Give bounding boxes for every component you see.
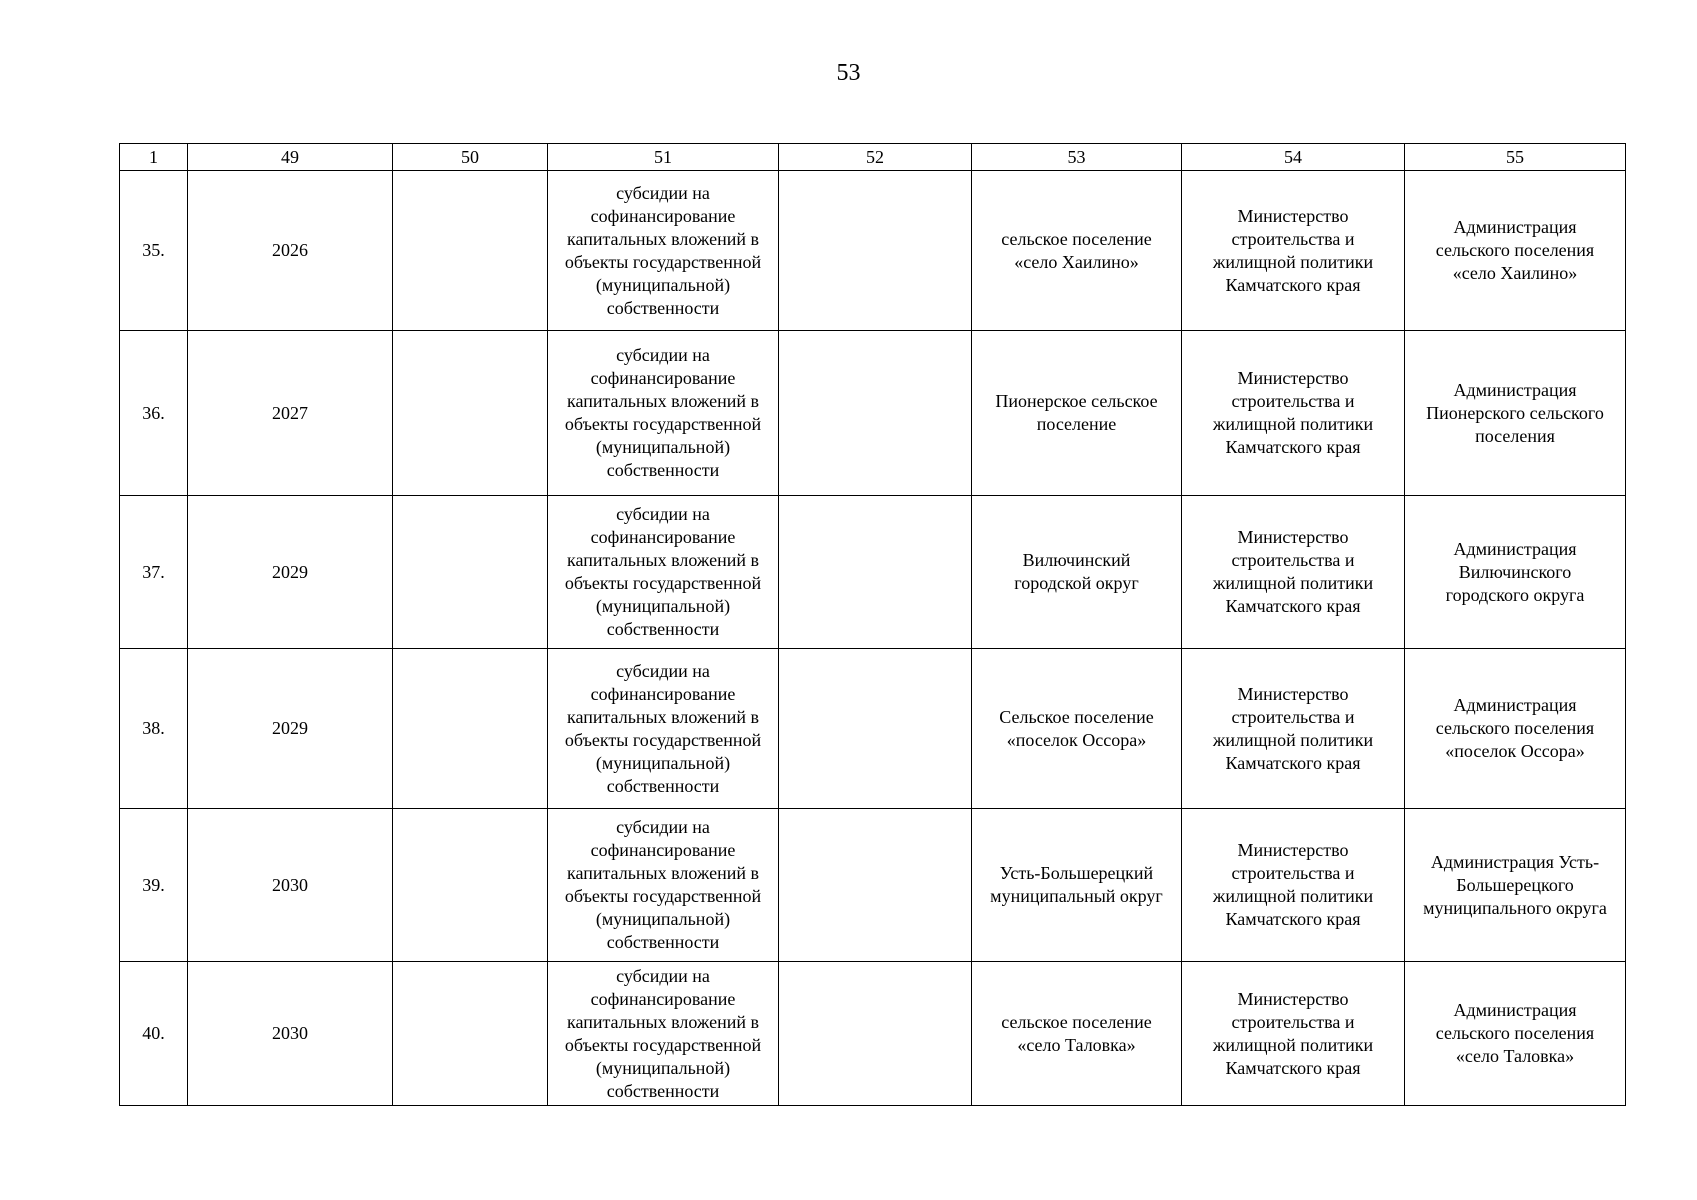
municipality-cell: сельское поселение «село Таловка»	[972, 962, 1182, 1106]
administration-cell: Администрация сельского поселения «поселок Оссора»	[1405, 649, 1626, 809]
year-cell: 2030	[188, 962, 393, 1106]
municipality-cell: сельское поселение «село Хаилино»	[972, 171, 1182, 331]
empty-cell	[393, 171, 548, 331]
empty-cell	[779, 649, 972, 809]
table-row	[120, 962, 1626, 1106]
ministry-cell: Министерство строительства и жилищной политики Камчатского края	[1182, 496, 1405, 649]
table-row	[120, 809, 1626, 962]
municipality-cell: Усть-Большерецкий муниципальный округ	[972, 809, 1182, 962]
table-row	[120, 649, 1626, 809]
ministry-cell: Министерство строительства и жилищной политики Камчатского края	[1182, 171, 1405, 331]
administration-cell: Администрация сельского поселения «село Таловка»	[1405, 962, 1626, 1106]
municipality-cell: Пионерское сельское поселение	[972, 331, 1182, 496]
year-cell: 2029	[188, 649, 393, 809]
empty-cell	[779, 171, 972, 331]
municipality-cell: Вилючинский городской округ	[972, 496, 1182, 649]
column-header: 51	[548, 144, 779, 171]
table-row	[120, 496, 1626, 649]
municipality-cell: Сельское поселение «поселок Оссора»	[972, 649, 1182, 809]
empty-cell	[393, 649, 548, 809]
year-cell: 2026	[188, 171, 393, 331]
ministry-cell: Министерство строительства и жилищной политики Камчатского края	[1182, 809, 1405, 962]
year-cell: 2029	[188, 496, 393, 649]
page-number: 53	[836, 60, 861, 86]
header-row	[120, 144, 1626, 171]
year-cell: 2027	[188, 331, 393, 496]
empty-cell	[393, 496, 548, 649]
ministry-cell: Министерство строительства и жилищной политики Камчатского края	[1182, 649, 1405, 809]
table-row	[120, 331, 1626, 496]
empty-cell	[779, 496, 972, 649]
column-header: 53	[972, 144, 1182, 171]
row-number-cell: 40.	[120, 962, 188, 1106]
row-number-cell: 39.	[120, 809, 188, 962]
row-number-cell: 38.	[120, 649, 188, 809]
empty-cell	[779, 962, 972, 1106]
column-header: 1	[120, 144, 188, 171]
data-table	[119, 143, 1626, 1106]
row-number-cell: 35.	[120, 171, 188, 331]
year-cell: 2030	[188, 809, 393, 962]
column-header: 52	[779, 144, 972, 171]
administration-cell: Администрация Пионерского сельского поселения	[1405, 331, 1626, 496]
row-number-cell: 37.	[120, 496, 188, 649]
funding-cell: субсидии на софинансирование капитальных вложений в объекты государственной (муниципальной) собственности	[548, 496, 779, 649]
empty-cell	[393, 331, 548, 496]
empty-cell	[393, 809, 548, 962]
ministry-cell: Министерство строительства и жилищной политики Камчатского края	[1182, 331, 1405, 496]
empty-cell	[393, 962, 548, 1106]
column-header: 54	[1182, 144, 1405, 171]
empty-cell	[779, 331, 972, 496]
administration-cell: Администрация Вилючинского городского округа	[1405, 496, 1626, 649]
table-row	[120, 171, 1626, 331]
empty-cell	[779, 809, 972, 962]
funding-cell: субсидии на софинансирование капитальных вложений в объекты государственной (муниципальной) собственности	[548, 331, 779, 496]
funding-cell: субсидии на софинансирование капитальных вложений в объекты государственной (муниципальной) собственности	[548, 809, 779, 962]
ministry-cell: Министерство строительства и жилищной политики Камчатского края	[1182, 962, 1405, 1106]
column-header: 50	[393, 144, 548, 171]
column-header: 49	[188, 144, 393, 171]
administration-cell: Администрация сельского поселения «село Хаилино»	[1405, 171, 1626, 331]
funding-cell: субсидии на софинансирование капитальных вложений в объекты государственной (муниципальной) собственности	[548, 962, 779, 1106]
row-number-cell: 36.	[120, 331, 188, 496]
administration-cell: Администрация Усть- Большерецкого муниципального округа	[1405, 809, 1626, 962]
funding-cell: субсидии на софинансирование капитальных вложений в объекты государственной (муниципальной) собственности	[548, 171, 779, 331]
column-header: 55	[1405, 144, 1626, 171]
funding-cell: субсидии на софинансирование капитальных вложений в объекты государственной (муниципальной) собственности	[548, 649, 779, 809]
